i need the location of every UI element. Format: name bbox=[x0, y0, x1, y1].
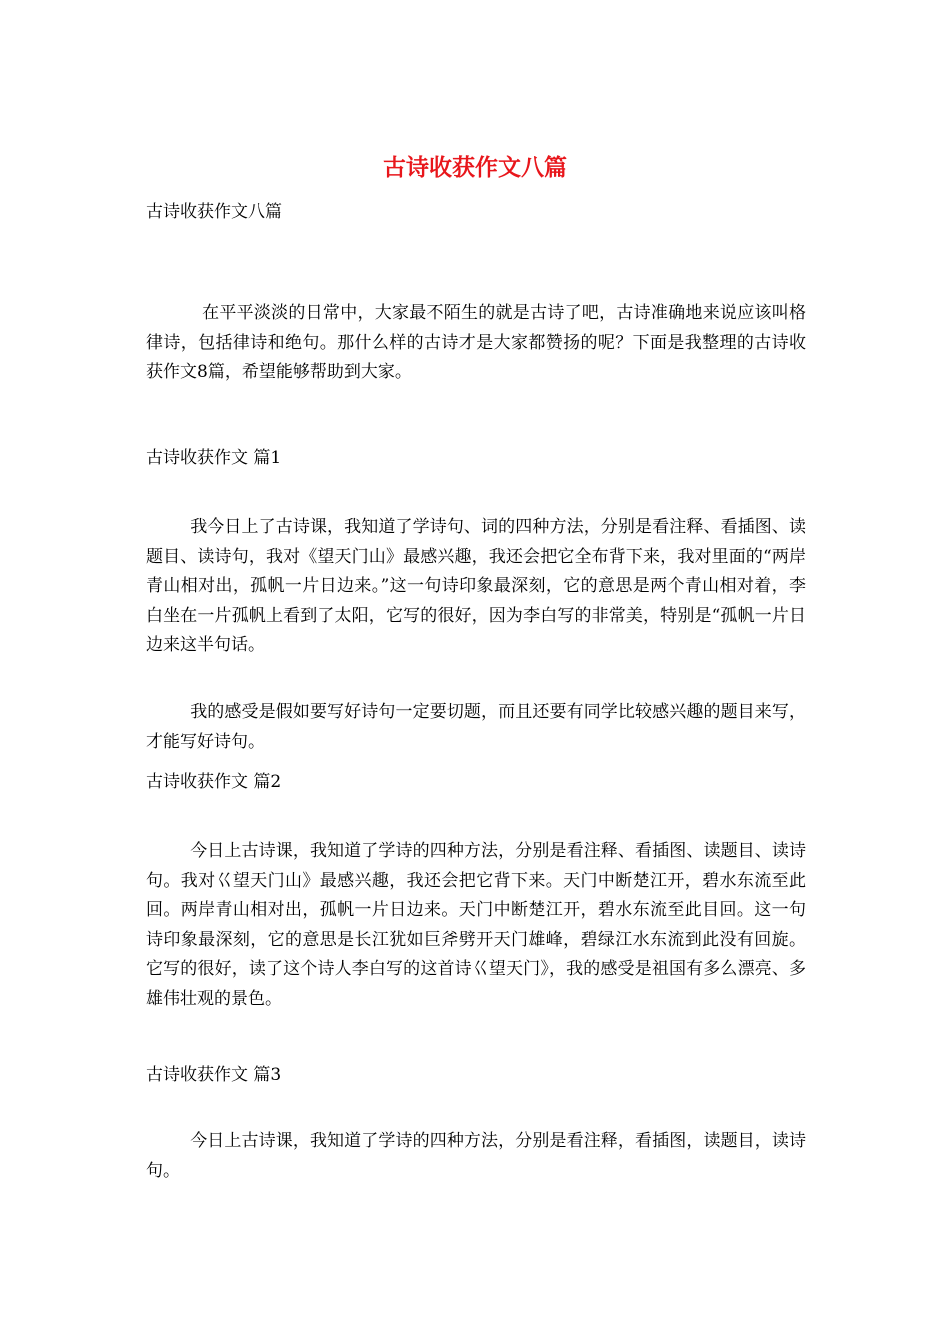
section-3-paragraph-1: 今日上古诗课，我知道了学诗的四种方法，分别是看注释，看插图，读题目，读诗句。 bbox=[146, 1131, 806, 1181]
section-heading-1: 古诗收获作文 篇1 bbox=[146, 448, 282, 468]
section-1-paragraph-2: 我的感受是假如要写好诗句一定要切题，而且还要有同学比较感兴趣的题目来写，才能写好诗句。 bbox=[146, 702, 806, 752]
section-heading-3: 古诗收获作文 篇3 bbox=[146, 1065, 282, 1085]
section-2-paragraph-1: 今日上古诗课，我知道了学诗的四种方法，分别是看注释、看插图、读题目、读诗句。我对巜望天门山》最感兴趣，我还会把它背下来。天门中断楚江开，碧水东流至此回。两岸青山相对出，孤帆一片日边来。天门中断楚江开，碧水东流至此目回。这一句诗印象最深刻，它的意思是长江犹如巨斧劈开天门雄峰，碧绿江水东流到此没有回旋。它写的很好，读了这个诗人李白写的这首诗巜望天门》，我的感受是祖国有多么漂亮、多雄伟壮观的景色。 bbox=[146, 841, 806, 1009]
document-subtitle: 古诗收获作文八篇 bbox=[146, 202, 282, 222]
intro-paragraph: 在平平淡淡的日常中，大家最不陌生的就是古诗了吧，古诗准确地来说应该叫格律诗，包括律诗和绝句。那什么样的古诗才是大家都赞扬的呢？下面是我整理的古诗收获作文8篇，希望能够帮助到大家。 bbox=[146, 303, 806, 382]
page-title: 古诗收获作文八篇 bbox=[383, 154, 567, 181]
section-heading-2: 古诗收获作文 篇2 bbox=[146, 772, 282, 792]
section-1-paragraph-1: 我今日上了古诗课，我知道了学诗句、词的四种方法，分别是看注释、看插图、读题目、读诗句，我对《望天门山》最感兴趣，我还会把它全布背下来，我对里面的“两岸青山相对出，孤帆一片日边来。”这一句诗印象最深刻，它的意思是两个青山相对着，李白坐在一片孤帆上看到了太阳，它写的很好，因为李白写的非常美，特别是“孤帆一片日边来这半句话。 bbox=[146, 517, 806, 655]
